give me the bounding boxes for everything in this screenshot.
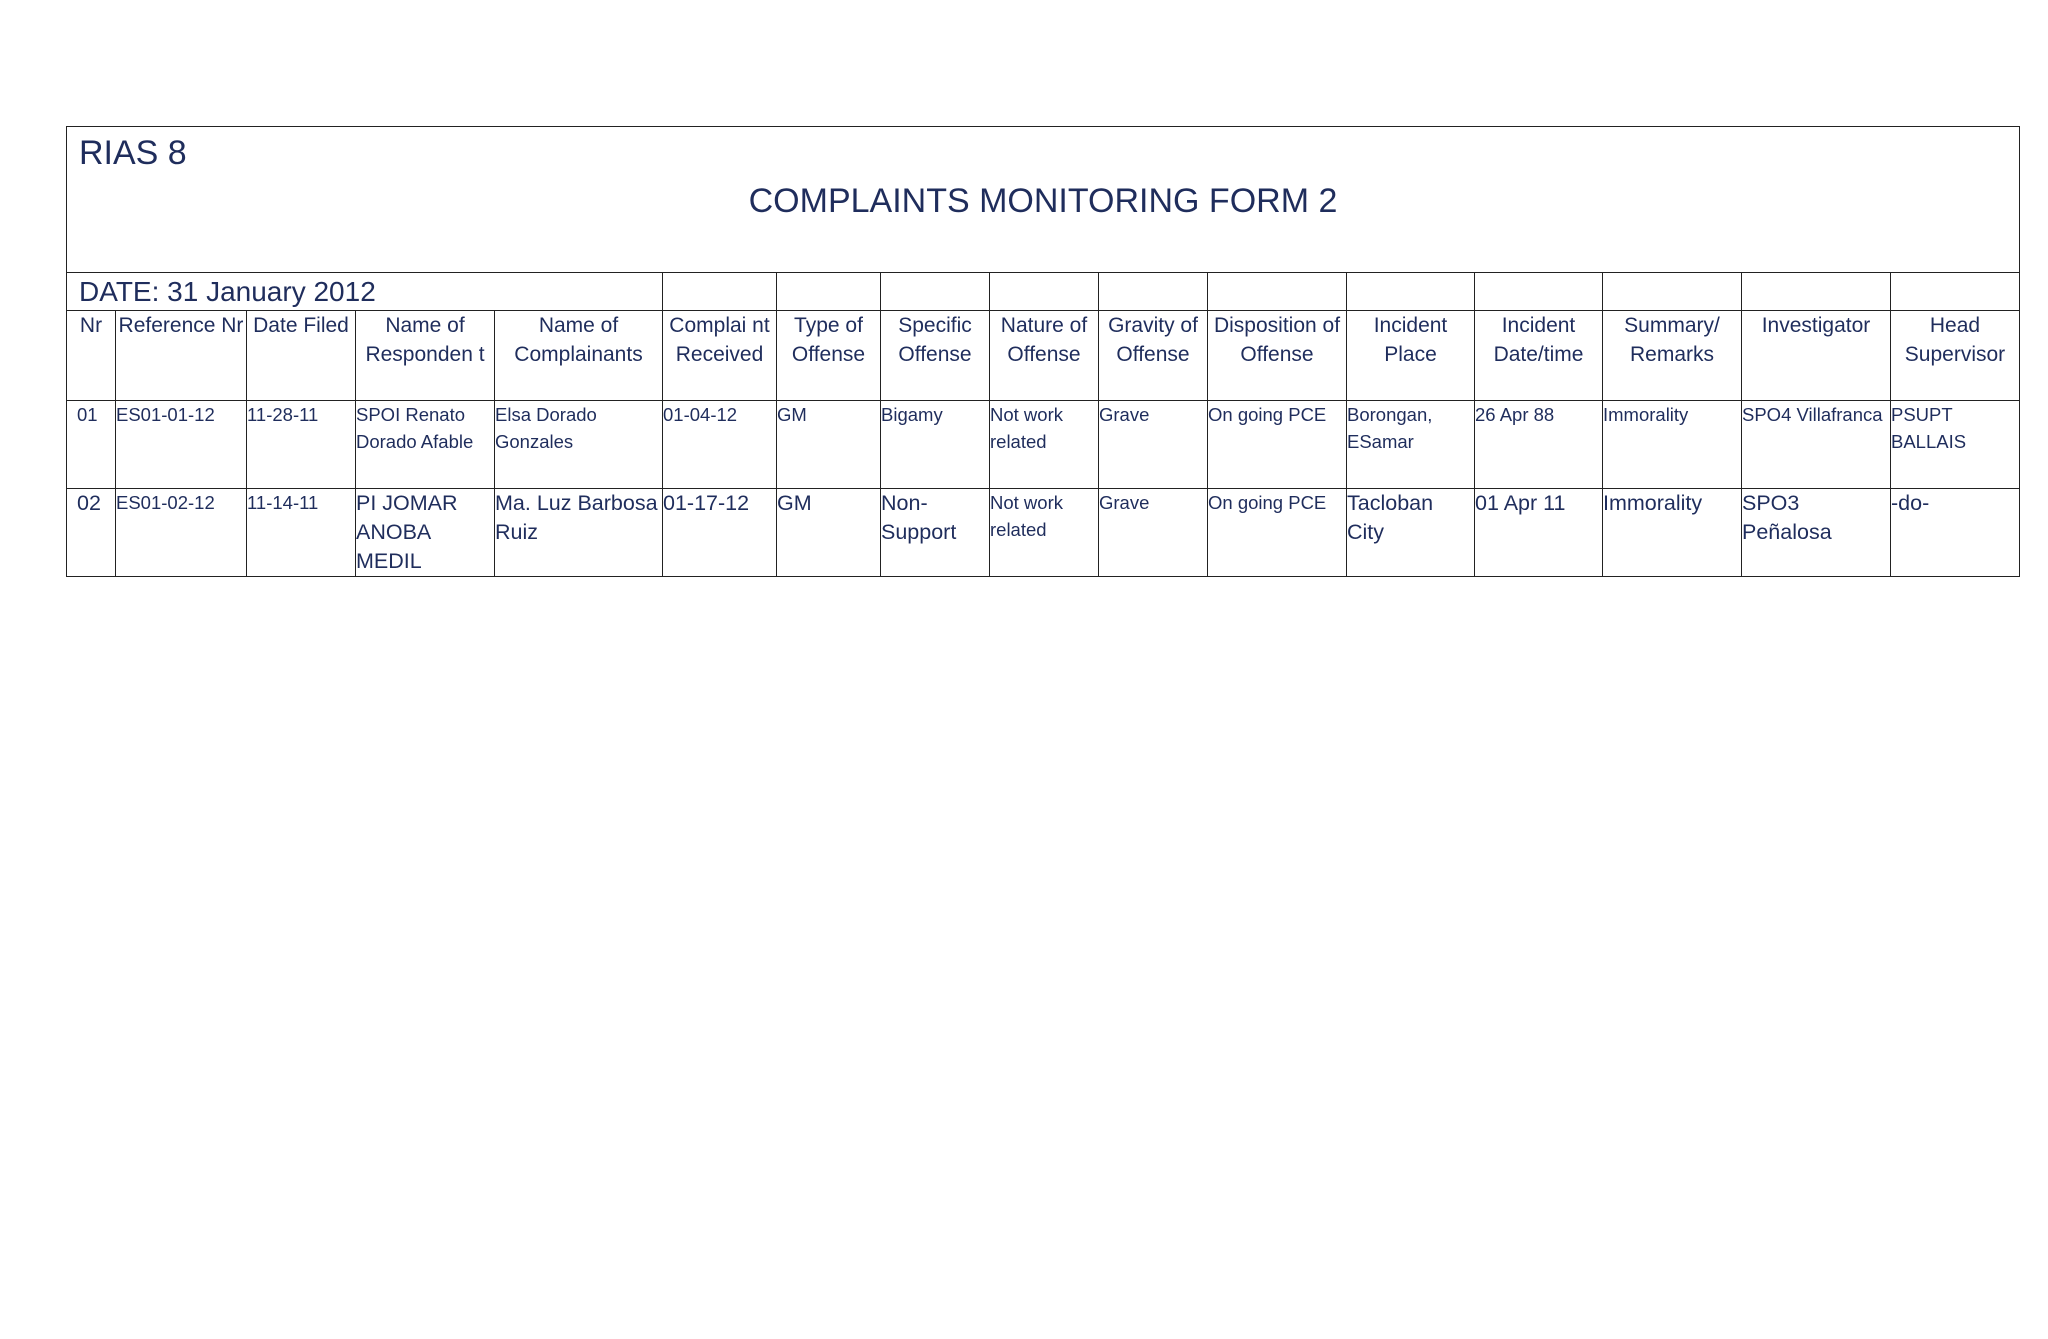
cell-type-of-offense: GM — [777, 489, 881, 577]
title-cell — [67, 127, 2020, 273]
cell-gravity-of-offense: Grave — [1099, 401, 1208, 489]
cell-gravity-of-offense: Grave — [1099, 489, 1208, 577]
cell-incident-place: Borongan, ESamar — [1347, 401, 1475, 489]
date-row-blank-cell — [881, 273, 990, 311]
cell-nature-of-offense: Not work related — [990, 489, 1099, 577]
column-header-incident-place: Incident Place — [1347, 311, 1475, 401]
date-cell — [67, 273, 663, 311]
column-header-name-of-complainants: Name of Complainants — [495, 311, 663, 401]
report-date: DATE: 31 January 2012 — [79, 276, 376, 307]
cell-complainants: Ma. Luz Barbosa Ruiz — [495, 489, 663, 577]
table-row — [67, 401, 2020, 489]
column-header-investigator: Investigator — [1742, 311, 1891, 401]
cell-head-supervisor: -do- — [1891, 489, 2020, 577]
date-row-blank-cell — [777, 273, 881, 311]
org-name: RIAS 8 — [79, 134, 187, 172]
date-row — [67, 273, 2020, 311]
cell-specific-offense: Non-Support — [881, 489, 990, 577]
column-header-date-filed: Date Filed — [247, 311, 356, 401]
date-row-blank-cell — [1475, 273, 1603, 311]
cell-specific-offense: Bigamy — [881, 401, 990, 489]
cell-nature-of-offense: Not work related — [990, 401, 1099, 489]
date-row-blank-cell — [1208, 273, 1347, 311]
column-header-summary-remarks: Summary/ Remarks — [1603, 311, 1742, 401]
cell-investigator: SPO3 Peñalosa — [1742, 489, 1891, 577]
cell-complaint-received: 01-04-12 — [663, 401, 777, 489]
column-header-reference-nr: Reference Nr — [116, 311, 247, 401]
date-row-blank-cell — [1742, 273, 1891, 311]
cell-nr: 01 — [67, 401, 116, 489]
cell-incident-place: Tacloban City — [1347, 489, 1475, 577]
cell-respondent: SPOI Renato Dorado Afable — [356, 401, 495, 489]
column-header-specific-offense: Specific Offense — [881, 311, 990, 401]
column-header-type-of-offense: Type of Offense — [777, 311, 881, 401]
cell-incident-datetime: 26 Apr 88 — [1475, 401, 1603, 489]
column-header-gravity-of-offense: Gravity of Offense — [1099, 311, 1208, 401]
cell-reference-nr: ES01-01-12 — [116, 401, 247, 489]
cell-complaint-received: 01-17-12 — [663, 489, 777, 577]
date-row-blank-cell — [1891, 273, 2020, 311]
cell-reference-nr: ES01-02-12 — [116, 489, 247, 577]
cell-incident-datetime: 01 Apr 11 — [1475, 489, 1603, 577]
form-title: COMPLAINTS MONITORING FORM 2 — [748, 182, 1338, 220]
column-header-nature-of-offense: Nature of Offense — [990, 311, 1099, 401]
cell-nr: 02 — [67, 489, 116, 577]
column-header-complaint-received: Complai nt Received — [663, 311, 777, 401]
date-row-blank-cell — [1603, 273, 1742, 311]
cell-summary-remarks: Immorality — [1603, 401, 1742, 489]
cell-respondent: PI JOMAR ANOBA MEDIL — [356, 489, 495, 577]
column-header-head-supervisor: Head Supervisor — [1891, 311, 2020, 401]
column-header-name-of-respondent: Name of Responden t — [356, 311, 495, 401]
date-row-blank-cell — [663, 273, 777, 311]
cell-summary-remarks: Immorality — [1603, 489, 1742, 577]
column-header-incident-datetime: Incident Date/time — [1475, 311, 1603, 401]
cell-disposition: On going PCE — [1208, 489, 1347, 577]
cell-investigator: SPO4 Villafranca — [1742, 401, 1891, 489]
column-header-row — [67, 311, 2020, 401]
complaints-monitoring-table — [66, 126, 2020, 577]
cell-date-filed: 11-14-11 — [247, 489, 356, 577]
date-row-blank-cell — [1347, 273, 1475, 311]
column-header-disposition-of-offense: Disposition of Offense — [1208, 311, 1347, 401]
column-header-nr: Nr — [67, 311, 116, 401]
cell-type-of-offense: GM — [777, 401, 881, 489]
cell-date-filed: 11-28-11 — [247, 401, 356, 489]
cell-head-supervisor: PSUPT BALLAIS — [1891, 401, 2020, 489]
table-row — [67, 489, 2020, 577]
cell-complainants: Elsa Dorado Gonzales — [495, 401, 663, 489]
date-row-blank-cell — [1099, 273, 1208, 311]
title-row — [67, 127, 2020, 273]
date-row-blank-cell — [990, 273, 1099, 311]
cell-disposition: On going PCE — [1208, 401, 1347, 489]
